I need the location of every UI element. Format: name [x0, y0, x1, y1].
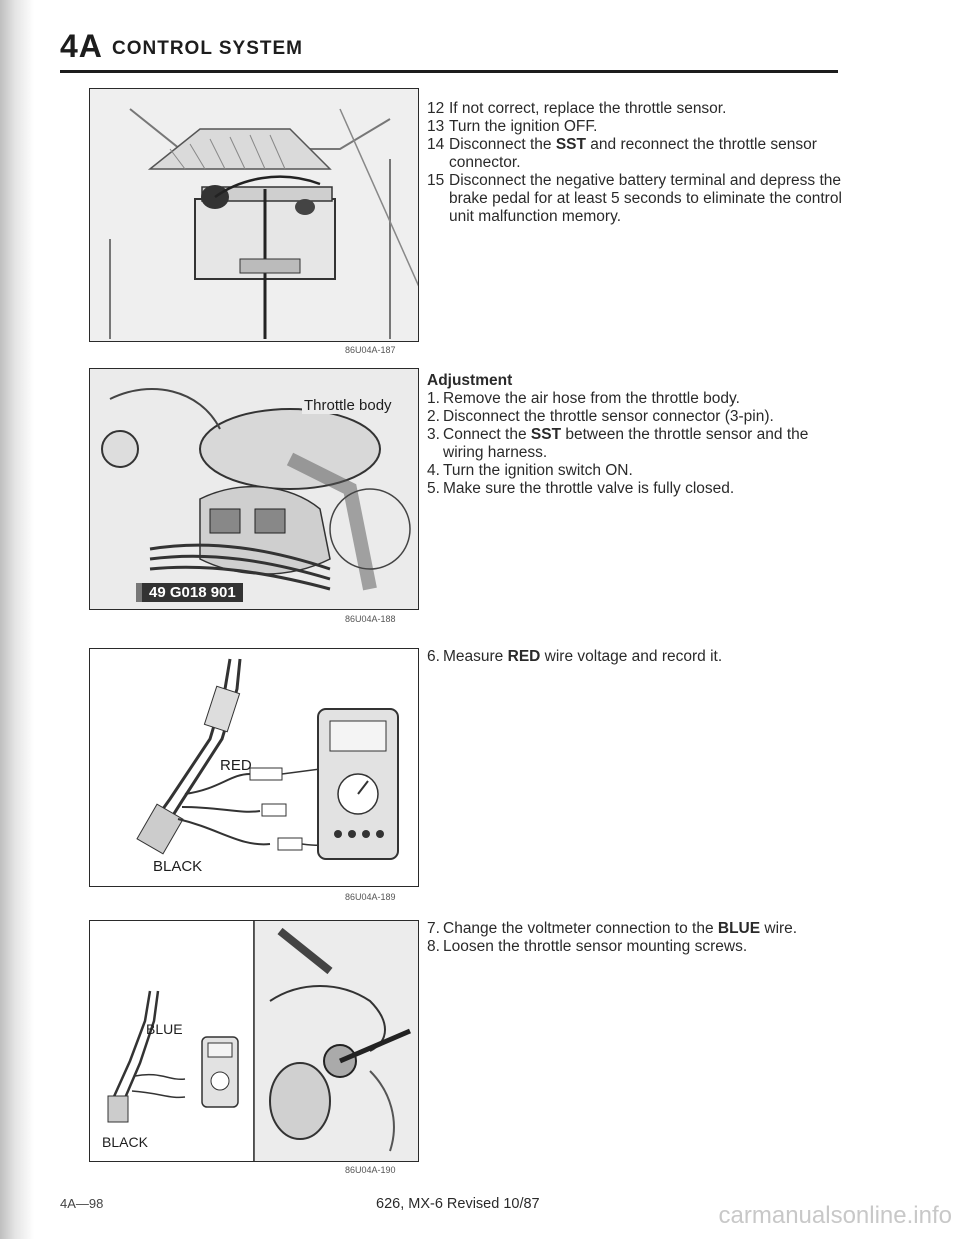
step-12: 12 If not correct, replace the throttle sensor. [427, 100, 727, 117]
step-6: 6. Measure RED wire voltage and record it. [427, 648, 723, 665]
step-14: 14 Disconnect the SST and reconnect the throttle sensor connector. [427, 136, 817, 171]
sst-tag: 49 G018 901 [136, 583, 243, 602]
scan-edge-shadow [0, 0, 34, 1239]
adjustment-step: 4. Turn the ignition switch ON. [427, 462, 633, 479]
text-block-1 [427, 100, 847, 226]
figure-code: 86U04A-189 [345, 892, 396, 902]
section-title: CONTROL SYSTEM [112, 38, 303, 59]
revision-note: 626, MX-6 Revised 10/87 [376, 1196, 540, 1212]
page-header [60, 28, 840, 70]
black-wire-label: BLACK [102, 1134, 148, 1150]
adjustment-step: 5. Make sure the throttle valve is fully closed. [427, 480, 735, 497]
step-15: 15 Disconnect the negative battery terminal and depress the brake pedal for at least 5 seconds to eliminate the control unit malfunction memory. [427, 172, 842, 225]
battery-illustration [90, 89, 418, 341]
voltmeter-blue-illustration [90, 921, 418, 1161]
blue-wire-label: BLUE [146, 1021, 183, 1037]
text-block-4 [427, 920, 847, 956]
figure-code: 86U04A-187 [345, 345, 396, 355]
red-wire-label: RED [220, 757, 252, 774]
adjustment-heading: Adjustment [427, 372, 513, 389]
figure-voltmeter-blue [89, 920, 419, 1162]
figure-throttle-body [89, 368, 419, 610]
adjustment-step: 3. Connect the SST between the throttle sensor and the wiring harness. [427, 426, 809, 461]
adjustment-step: 1. Remove the air hose from the throttle body. [427, 390, 740, 407]
step-7: 7. Change the voltmeter connection to the BLUE wire. [427, 920, 798, 937]
adjustment-section [427, 372, 847, 498]
step-13: 13 Turn the ignition OFF. [427, 118, 598, 135]
step-8: 8. Loosen the throttle sensor mounting screws. [427, 938, 748, 955]
figure-voltmeter-red [89, 648, 419, 887]
text-block-3 [427, 648, 847, 666]
figure-code: 86U04A-190 [345, 1165, 396, 1175]
figure-battery [89, 88, 419, 342]
voltmeter-red-illustration [90, 649, 418, 886]
black-wire-label: BLACK [153, 858, 203, 875]
section-number: 4A [60, 28, 103, 64]
watermark: carmanualsonline.info [718, 1202, 952, 1229]
adjustment-step: 2. Disconnect the throttle sensor connector (3-pin). [427, 408, 774, 425]
page-number: 4A—98 [60, 1196, 104, 1211]
figure-code: 86U04A-188 [345, 614, 396, 624]
throttle-body-label: Throttle body [304, 397, 392, 414]
header-rule [60, 70, 838, 73]
